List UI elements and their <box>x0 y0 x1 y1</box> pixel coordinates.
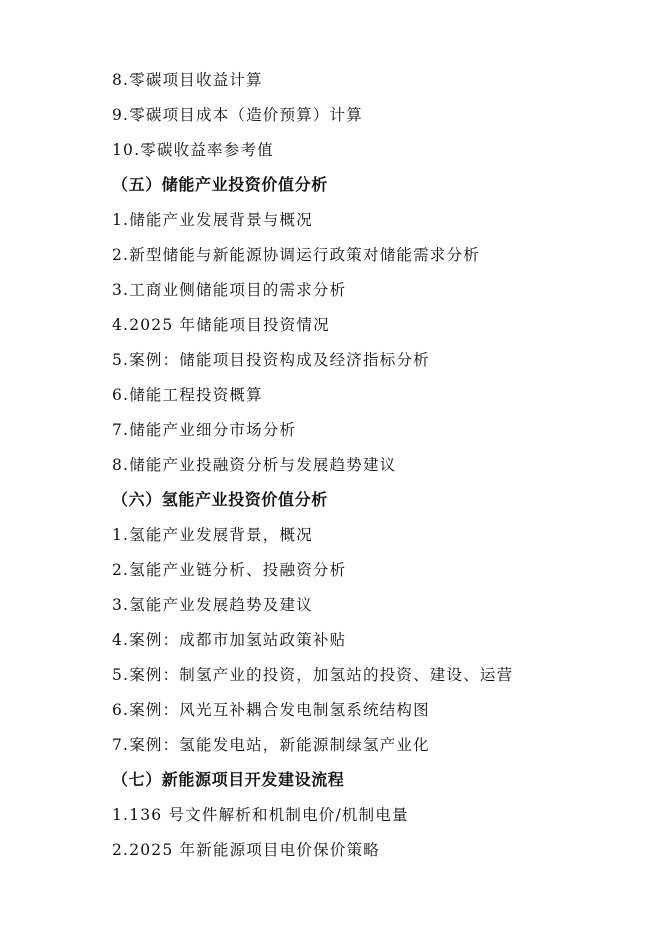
section-heading: （六）氢能产业投资价值分析 <box>112 490 328 509</box>
list-item: 5.案例：制氢产业的投资，加氢站的投资、建设、运营 <box>112 666 514 684</box>
list-item: 2.2025 年新能源项目电价保价策略 <box>112 841 380 859</box>
list-item: 6.案例：风光互补耦合发电制氢系统结构图 <box>112 701 430 719</box>
list-item: 5.案例：储能项目投资构成及经济指标分析 <box>112 351 430 369</box>
list-item: 7.案例：氢能发电站，新能源制绿氢产业化 <box>112 736 430 754</box>
section-heading: （五）储能产业投资价值分析 <box>112 175 328 194</box>
list-item: 1.136 号文件解析和机制电价/机制电量 <box>112 806 409 824</box>
section-heading: （七）新能源项目开发建设流程 <box>112 770 345 789</box>
list-item: 10.零碳收益率参考值 <box>112 141 274 159</box>
list-item: 7.储能产业细分市场分析 <box>112 421 297 439</box>
list-item: 4.案例：成都市加氢站政策补贴 <box>112 631 347 649</box>
list-item: 3.工商业侧储能项目的需求分析 <box>112 281 347 299</box>
list-item: 1.储能产业发展背景与概况 <box>112 211 313 229</box>
list-item: 8.储能产业投融资分析与发展趋势建议 <box>112 456 397 474</box>
list-item: 4.2025 年储能项目投资情况 <box>112 316 330 334</box>
list-item: 1.氢能产业发展背景，概况 <box>112 526 313 544</box>
list-item: 2.氢能产业链分析、投融资分析 <box>112 561 347 579</box>
list-item: 8.零碳项目收益计算 <box>112 71 263 89</box>
list-item: 9.零碳项目成本（造价预算）计算 <box>112 106 363 124</box>
list-item: 2.新型储能与新能源协调运行政策对储能需求分析 <box>112 246 480 264</box>
list-item: 3.氢能产业发展趋势及建议 <box>112 596 313 614</box>
list-item: 6.储能工程投资概算 <box>112 386 263 404</box>
